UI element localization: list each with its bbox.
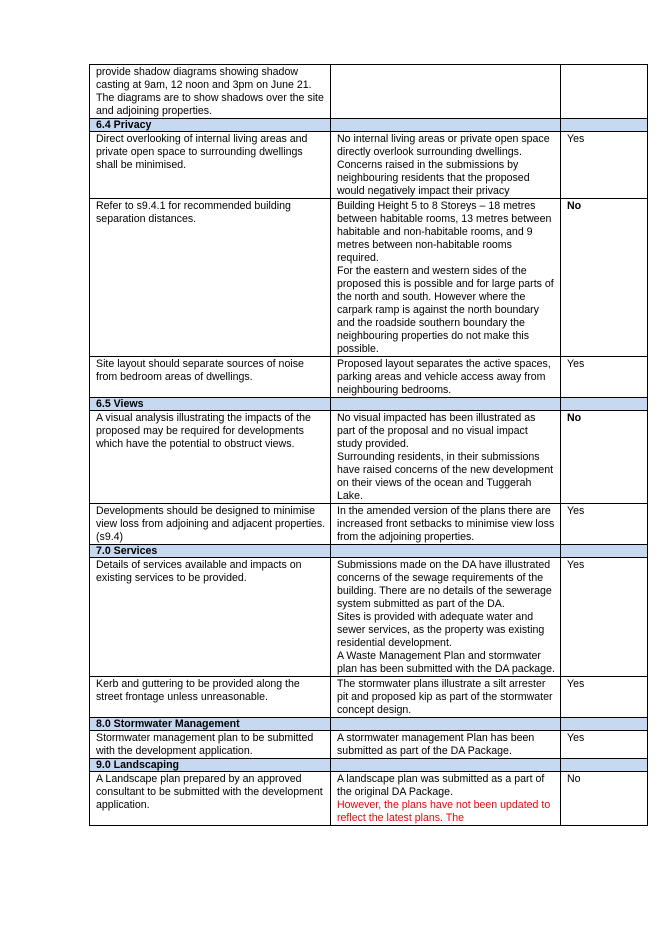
table-row (90, 504, 648, 545)
section-blank-cell (331, 398, 561, 411)
assessment-text: A landscape plan was submitted as a part of the original DA Package. (337, 773, 545, 798)
compliance-status: No (561, 411, 648, 504)
requirement-cell (90, 411, 331, 504)
assessment-cell (331, 357, 561, 398)
compliance-status: Yes (561, 504, 648, 545)
assessment-text: Sites is provided with adequate water and sewer services, as the property was existing residential development. (337, 611, 545, 649)
compliance-status: No (561, 199, 648, 357)
table-row (90, 731, 648, 759)
compliance-status: Yes (561, 731, 648, 759)
compliance-status: No (561, 772, 648, 826)
table-row (90, 772, 648, 826)
assessment-text: Concerns raised in the submissions by neighbouring residents that the proposed would negatively impact their privacy (337, 159, 530, 197)
assessment-text: Submissions made on the DA have illustrated concerns of the sewage requirements of the building. There are no details of the sewerage system submitted as part of the DA. (337, 559, 552, 610)
assessment-text: Building Height 5 to 8 Storeys – 18 metres between habitable rooms, 13 metres between habitable and non-habitable rooms, and 9 metres between non-habitable rooms required. (337, 200, 552, 264)
section-title: 6.4 Privacy (90, 119, 331, 132)
assessment-text: In the amended version of the plans there are increased front setbacks to minimise view loss from the adjoining properties. (337, 505, 555, 543)
section-blank-cell (331, 545, 561, 558)
assessment-highlight-text: However, the plans have not been updated to reflect the latest plans. The (337, 799, 551, 824)
section-blank-cell (561, 545, 648, 558)
assessment-cell (331, 772, 561, 826)
requirement-cell (90, 504, 331, 545)
section-title: 8.0 Stormwater Management (90, 718, 331, 731)
requirement-cell (90, 65, 331, 119)
requirement-text: Refer to s9.4.1 for recommended building separation distances. (96, 200, 291, 225)
table-row (90, 357, 648, 398)
assessment-cell (331, 731, 561, 759)
requirement-text: provide shadow diagrams showing shadow casting at 9am, 12 noon and 3pm on June 21. The diagrams are to show shadows over the site and adjoining properties. (96, 66, 324, 117)
table-row (90, 411, 648, 504)
assessment-cell (331, 199, 561, 357)
requirement-cell (90, 772, 331, 826)
assessment-text: For the eastern and western sides of the proposed this is possible and for large parts of the north and south. However where the carpark ramp is against the north boundary and the roadside southern boundary the neighbouring properties do not make this possible. (337, 265, 554, 355)
section-blank-cell (331, 759, 561, 772)
assessment-text: The stormwater plans illustrate a silt arrester pit and proposed kip as part of the stormwater concept design. (337, 678, 553, 716)
assessment-text: No internal living areas or private open space directly overlook surrounding dwellings. (337, 133, 550, 158)
requirement-cell (90, 199, 331, 357)
compliance-status (561, 65, 648, 119)
section-blank-cell (561, 398, 648, 411)
assessment-cell (331, 558, 561, 677)
assessment-text: Proposed layout separates the active spaces, parking areas and vehicle access away from neighbouring bedrooms. (337, 358, 551, 396)
assessment-text: A stormwater management Plan has been submitted as part of the DA Package. (337, 732, 535, 757)
table-row (90, 677, 648, 718)
requirement-text: Stormwater management plan to be submitted with the development application. (96, 732, 314, 757)
requirement-cell (90, 558, 331, 677)
assessment-text: A Waste Management Plan and stormwater plan has been submitted with the DA package. (337, 650, 555, 675)
section-blank-cell (331, 119, 561, 132)
table-row (90, 65, 648, 119)
section-blank-cell (331, 718, 561, 731)
assessment-text: Surrounding residents, in their submissions have raised concerns of the new development on their views of the ocean and Tuggerah Lake. (337, 451, 554, 502)
requirement-text: A Landscape plan prepared by an approved consultant to be submitted with the development application. (96, 773, 323, 811)
section-header-row (90, 545, 648, 558)
table-row (90, 199, 648, 357)
assessment-cell (331, 411, 561, 504)
assessment-cell (331, 132, 561, 199)
assessment-cell (331, 677, 561, 718)
requirement-cell (90, 357, 331, 398)
compliance-status: Yes (561, 132, 648, 199)
section-title: 6.5 Views (90, 398, 331, 411)
requirement-text: Kerb and guttering to be provided along the street frontage unless unreasonable. (96, 678, 300, 703)
requirement-text: Direct overlooking of internal living areas and private open space to surrounding dwellings shall be minimised. (96, 133, 308, 171)
assessment-cell (331, 65, 561, 119)
requirement-cell (90, 677, 331, 718)
section-header-row (90, 398, 648, 411)
requirement-cell (90, 132, 331, 199)
compliance-status: Yes (561, 558, 648, 677)
section-header-row (90, 718, 648, 731)
section-blank-cell (561, 759, 648, 772)
compliance-table (89, 64, 648, 826)
assessment-cell (331, 504, 561, 545)
section-blank-cell (561, 119, 648, 132)
section-blank-cell (561, 718, 648, 731)
compliance-status: Yes (561, 677, 648, 718)
requirement-cell (90, 731, 331, 759)
requirement-text: A visual analysis illustrating the impacts of the proposed may be required for developments which have the potential to obstruct views. (96, 412, 311, 450)
section-title: 9.0 Landscaping (90, 759, 331, 772)
compliance-status: Yes (561, 357, 648, 398)
section-header-row (90, 119, 648, 132)
assessment-text: No visual impacted has been illustrated as part of the proposal and no visual impact study provided. (337, 412, 536, 450)
table-row (90, 132, 648, 199)
table-row (90, 558, 648, 677)
requirement-text: Details of services available and impacts on existing services to be provided. (96, 559, 302, 584)
requirement-text: Site layout should separate sources of noise from bedroom areas of dwellings. (96, 358, 304, 383)
section-title: 7.0 Services (90, 545, 331, 558)
section-header-row (90, 759, 648, 772)
requirement-text: Developments should be designed to minimise view loss from adjoining and adjacent properties. (s9.4) (96, 505, 326, 543)
